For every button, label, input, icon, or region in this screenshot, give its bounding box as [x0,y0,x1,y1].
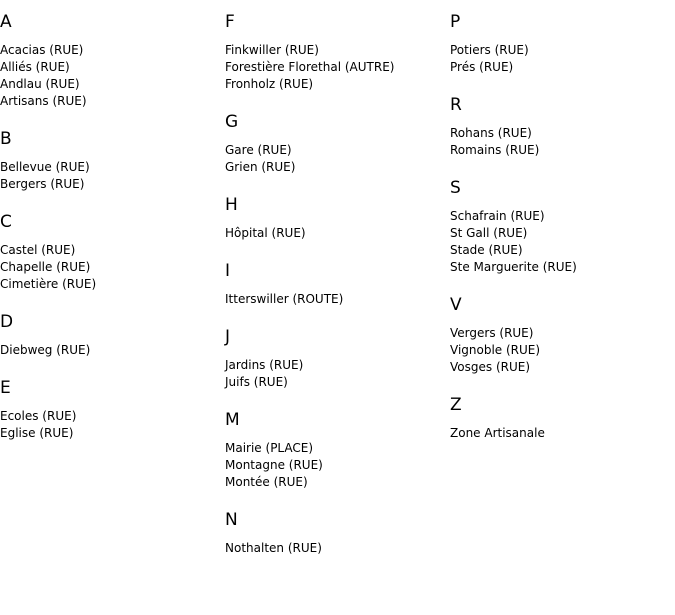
street-list [0,408,225,449]
street-item: Chapelle (RUE) [0,260,91,274]
street-item: Montagne (RUE) [225,458,323,472]
letter-heading: P [450,12,461,32]
letter-group [0,366,225,449]
street-item: Grien (RUE) [225,160,296,174]
letter-heading: Z [450,395,462,415]
letter-heading: J [225,327,231,347]
letter-group [225,100,450,183]
street-item: Cimetière (RUE) [0,277,97,291]
street-item: Itterswiller (ROUTE) [225,292,344,306]
letter-heading: A [0,12,12,32]
street-item: Potiers (RUE) [450,43,529,57]
letter-group [225,315,450,398]
street-item: Fronholz (RUE) [225,77,314,91]
street-list [450,208,675,283]
street-item: Andlau (RUE) [0,77,80,91]
street-item: Nothalten (RUE) [225,541,322,555]
letter-heading: S [450,178,461,198]
street-item: Stade (RUE) [450,243,523,257]
letter-heading: F [225,12,235,32]
street-item: Castel (RUE) [0,243,76,257]
street-item: Romains (RUE) [450,143,540,157]
street-item: Bellevue (RUE) [0,160,90,174]
letter-group [0,0,225,117]
street-item: Prés (RUE) [450,60,514,74]
street-item: Rohans (RUE) [450,126,532,140]
letter-group [225,498,450,564]
street-item: St Gall (RUE) [450,226,528,240]
street-index-column-3 [450,0,675,449]
street-list [450,425,675,449]
street-list [225,42,450,100]
street-list [450,42,675,83]
letter-heading: B [0,129,12,149]
letter-heading: M [225,410,240,430]
letter-group [450,83,675,166]
street-list [0,242,225,300]
letter-group [225,183,450,249]
letter-group [0,300,225,366]
street-item: Forestière Florethal (AUTRE) [225,60,395,74]
street-item: Ecoles (RUE) [0,409,77,423]
street-index-column-2 [225,0,450,564]
street-item: Mairie (PLACE) [225,441,314,455]
letter-group [450,383,675,449]
street-item: Vosges (RUE) [450,360,531,374]
street-item: Gare (RUE) [225,143,292,157]
street-item: Diebweg (RUE) [0,343,91,357]
letter-heading: H [225,195,238,215]
street-list [450,325,675,383]
letter-group [450,283,675,383]
street-list [225,291,450,315]
letter-group [225,249,450,315]
street-item: Alliés (RUE) [0,60,70,74]
street-item: Montée (RUE) [225,475,308,489]
street-item: Jardins (RUE) [225,358,304,372]
street-item: Juifs (RUE) [225,375,288,389]
street-item: Zone Artisanale [450,426,545,440]
letter-heading: D [0,312,14,332]
street-item: Acacias (RUE) [0,43,84,57]
letter-group [450,166,675,283]
letter-heading: E [0,378,11,398]
street-item: Eglise (RUE) [0,426,74,440]
street-index-column-1 [0,0,225,449]
street-list [225,440,450,498]
letter-group [450,0,675,83]
street-item: Artisans (RUE) [0,94,87,108]
letter-heading: R [450,95,462,115]
street-list [225,540,450,564]
letter-group [225,398,450,498]
street-list [225,225,450,249]
street-item: Finkwiller (RUE) [225,43,319,57]
street-item: Hôpital (RUE) [225,226,306,240]
letter-heading: G [225,112,239,132]
street-item: Ste Marguerite (RUE) [450,260,577,274]
letter-heading: V [450,295,462,315]
letter-group [225,0,450,100]
street-list [0,159,225,200]
letter-heading: I [225,261,231,281]
street-list [225,357,450,398]
street-item: Schafrain (RUE) [450,209,545,223]
letter-heading: N [225,510,238,530]
street-item: Bergers (RUE) [0,177,85,191]
street-item: Vergers (RUE) [450,326,534,340]
street-list [0,342,225,366]
letter-group [0,200,225,300]
letter-group [0,117,225,200]
street-item: Vignoble (RUE) [450,343,541,357]
street-list [0,42,225,117]
street-list [450,125,675,166]
street-list [225,142,450,183]
letter-heading: C [0,212,12,232]
